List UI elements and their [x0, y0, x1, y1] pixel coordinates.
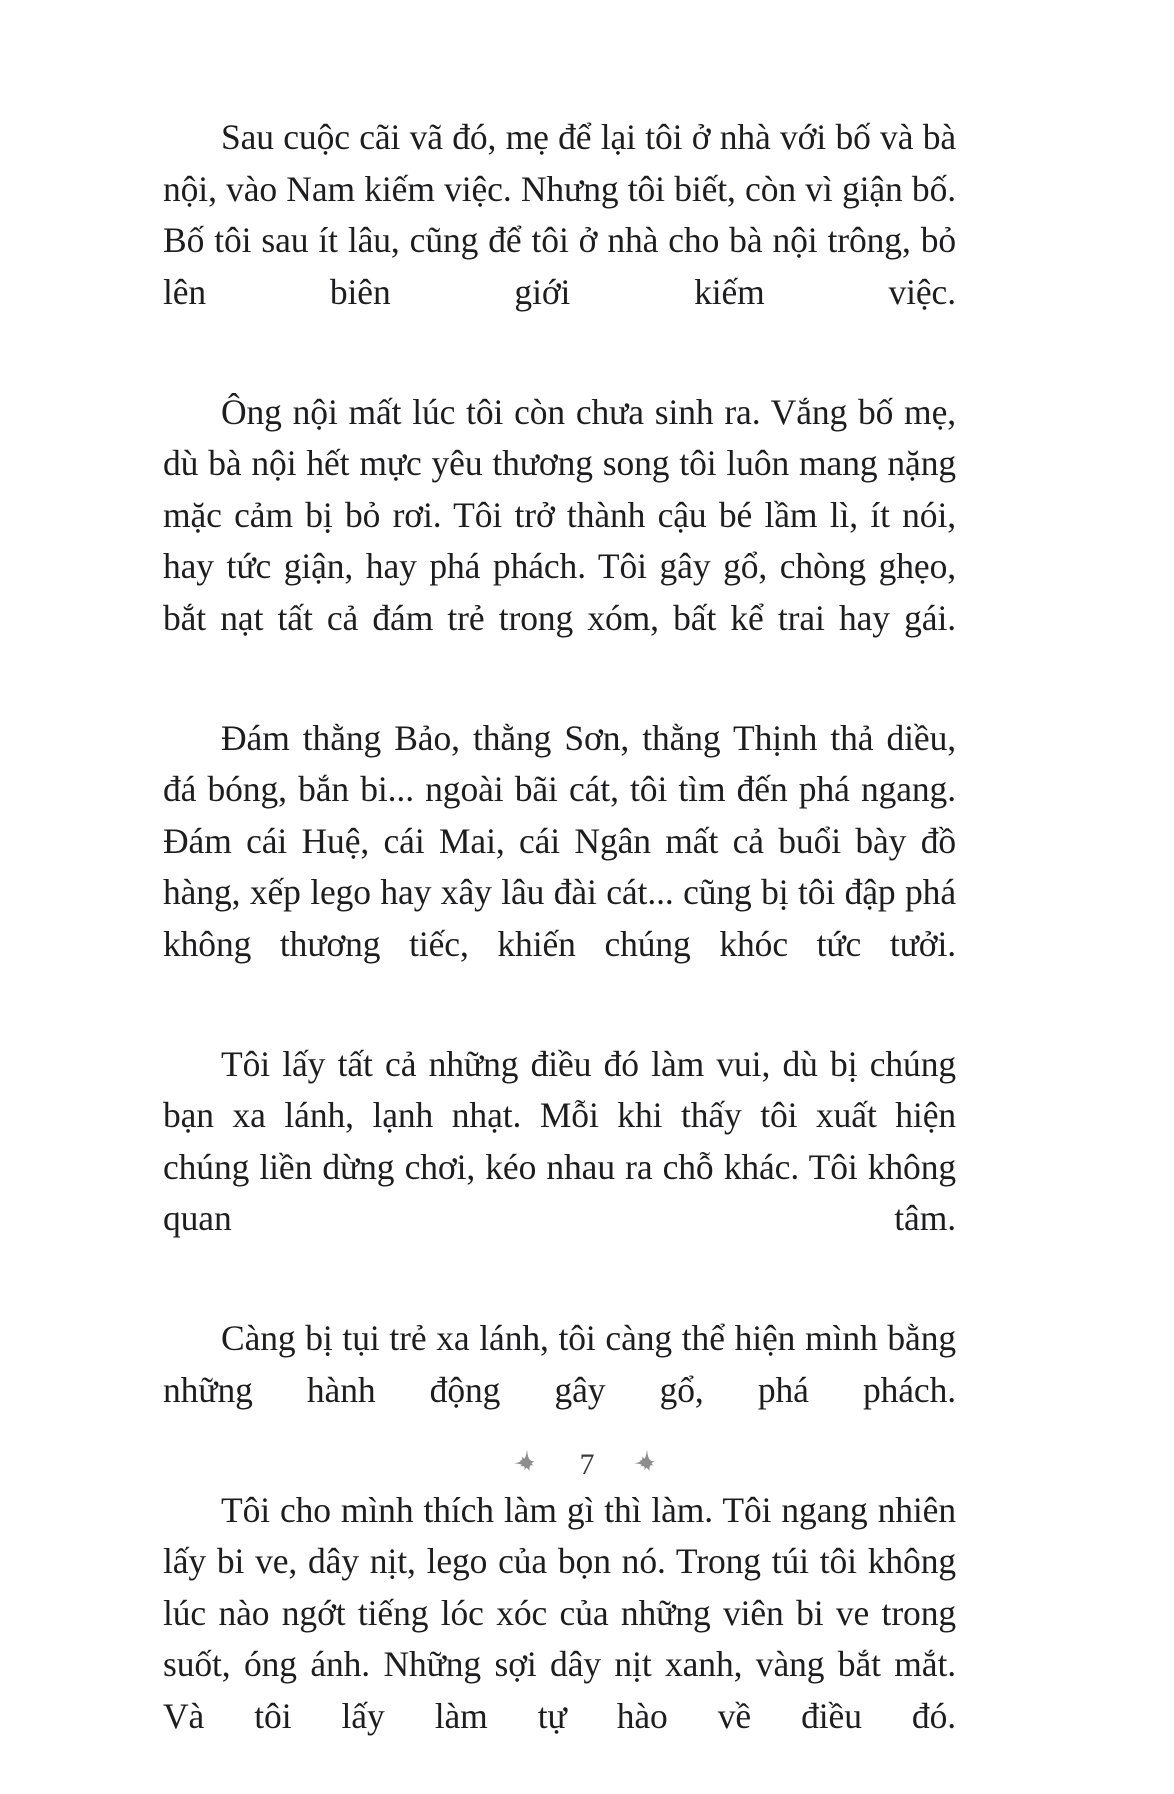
paragraph: Tôi cho mình thích làm gì thì làm. Tôi ngang nhiên lấy bi ve, dây nịt, lego của bọn nó. Trong túi tôi không lúc nào ngớt tiếng lóc xóc của những viên bi ve trong suốt, óng ánh. Những sợi dây nịt xanh, vàng bắt mắt. Và tôi lấy làm tự hào về điều đó.	[163, 1489, 956, 1736]
star-ornament-icon-right	[630, 1448, 664, 1482]
paragraph: Tôi lấy tất cả những điều đó làm vui, dù bị chúng bạn xa lánh, lạnh nhạt. Mỗi khi thấy tôi xuất hiện chúng liền dừng chơi, kéo nhau ra chỗ khác. Tôi không quan tâm.	[163, 1043, 956, 1238]
page-text-block	[163, 112, 956, 1794]
paragraph: Sau cuộc cãi vã đó, mẹ để lại tôi ở nhà với bố và bà nội, vào Nam kiếm việc. Nhưng tôi biết, còn vì giận bố. Bố tôi sau ít lâu, cũng để tôi ở nhà cho bà nội trông, bỏ lên biên giới kiếm việc.	[163, 117, 956, 312]
paragraph: Càng bị tụi trẻ xa lánh, tôi càng thể hiện mình bằng những hành động gây gổ, phá phách.	[163, 1318, 956, 1410]
paragraph: Đám thằng Bảo, thằng Sơn, thằng Thịnh thả diều, đá bóng, bắn bi... ngoài bãi cát, tôi tìm đến phá ngang. Đám cái Huệ, cái Mai, cái Ngân mất cả buổi bày đồ hàng, xếp lego hay xây lâu đài cát... cũng bị tôi đập phá không thương tiếc, khiến chúng khóc tức tưởi.	[163, 717, 956, 964]
star-ornament-icon-left	[510, 1448, 544, 1482]
paragraph: Ông nội mất lúc tôi còn chưa sinh ra. Vắng bố mẹ, dù bà nội hết mực yêu thương song tôi luôn mang nặng mặc cảm bị bỏ rơi. Tôi trở thành cậu bé lầm lì, ít nói, hay tức giận, hay phá phách. Tôi gây gổ, chòng ghẹo, bắt nạt tất cả đám trẻ trong xóm, bất kể trai hay gái.	[163, 391, 956, 638]
page-number: 7	[579, 1448, 595, 1481]
page-footer	[0, 1448, 1174, 1482]
